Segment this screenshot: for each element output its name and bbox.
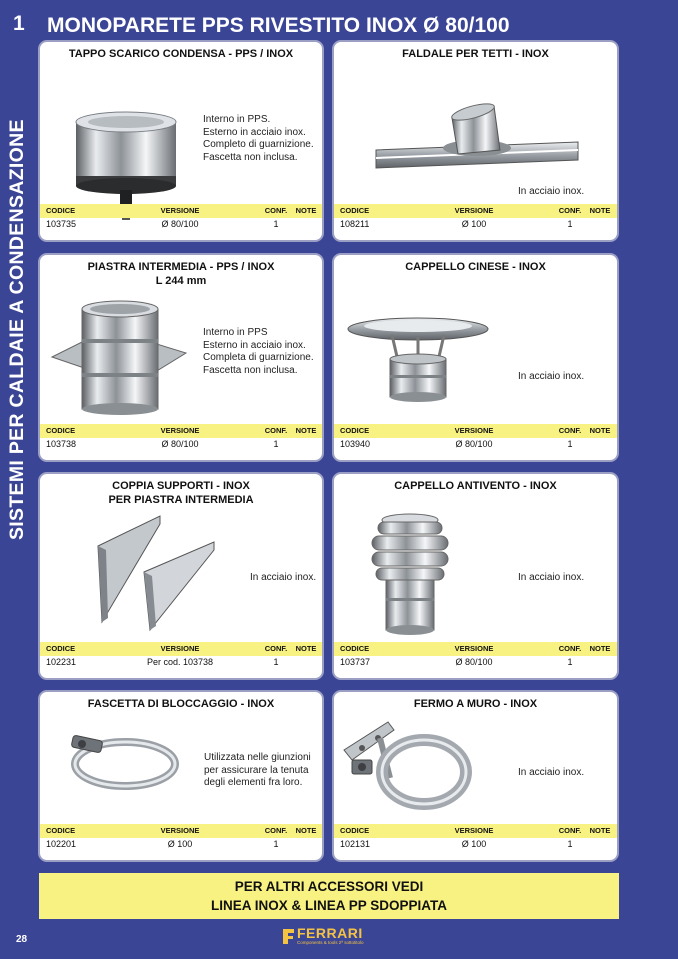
conf-value: 1 — [567, 839, 573, 849]
product-description: Interno in PPS Esterno in acciaio inox. Completa di guarnizione. Fascetta non inclusa. — [203, 327, 314, 376]
codice-header: CODICE — [340, 206, 370, 215]
versione-header: VERSIONE — [454, 826, 494, 835]
banner-line-2: LINEA INOX & LINEA PP SDOPPIATA — [210, 898, 448, 913]
locking-clamp-icon — [70, 730, 180, 796]
table-header-row — [40, 824, 322, 838]
table-header-row — [40, 424, 322, 438]
versione-value: Ø 100 — [167, 839, 193, 849]
product-description: In acciaio inox. — [518, 767, 585, 778]
note-header: NOTE — [295, 426, 317, 435]
conf-header: CONF. — [264, 644, 288, 653]
product-card — [332, 690, 619, 862]
table-row — [334, 656, 617, 669]
banner-line-1: PER ALTRI ACCESSORI VEDI — [234, 879, 424, 894]
logo-mark-icon — [281, 927, 296, 945]
note-header: NOTE — [589, 426, 611, 435]
ferrari-logo — [281, 925, 375, 947]
codice-value: 103940 — [340, 439, 371, 449]
versione-value: Ø 80/100 — [455, 657, 493, 667]
conf-value: 1 — [567, 657, 573, 667]
product-title: TAPPO SCARICO CONDENSA - PPS / INOX — [68, 48, 294, 60]
product-description: Utilizzata nelle giunzioni per assicurare la tenuta degli elementi fra loro. — [204, 752, 311, 788]
table-row — [40, 438, 322, 451]
chinese-hat-icon — [346, 311, 491, 407]
product-table — [40, 204, 322, 240]
product-description: In acciaio inox. — [250, 572, 317, 583]
table-row — [40, 656, 322, 669]
intermediate-plate-icon — [48, 299, 193, 417]
product-title: FASCETTA DI BLOCCAGGIO - INOX — [87, 698, 275, 710]
roof-flashing-icon — [372, 102, 582, 182]
conf-value: 1 — [567, 219, 573, 229]
codice-header: CODICE — [46, 426, 76, 435]
product-title: PIASTRA INTERMEDIA - PPS / INOX L 244 mm — [87, 261, 275, 287]
codice-header: CODICE — [340, 826, 370, 835]
product-table — [40, 824, 322, 860]
conf-value: 1 — [567, 439, 573, 449]
product-title: CAPPELLO CINESE - INOX — [405, 261, 546, 273]
product-title: COPPIA SUPPORTI - INOX PER PIASTRA INTERMEDIA — [108, 480, 254, 506]
conf-value: 1 — [273, 219, 279, 229]
versione-header: VERSIONE — [454, 644, 494, 653]
versione-value: Ø 80/100 — [161, 439, 199, 449]
conf-header: CONF. — [558, 644, 582, 653]
versione-header: VERSIONE — [160, 644, 200, 653]
product-card — [38, 40, 324, 242]
note-header: NOTE — [589, 826, 611, 835]
codice-header: CODICE — [46, 644, 76, 653]
accessories-banner — [39, 873, 619, 919]
versione-value: Ø 80/100 — [161, 219, 199, 229]
versione-header: VERSIONE — [160, 826, 200, 835]
versione-header: VERSIONE — [160, 206, 200, 215]
codice-value: 108211 — [340, 219, 370, 229]
product-card — [332, 472, 619, 680]
side-title: SISTEMI PER CALDAIE A CONDENSAZIONE — [6, 119, 28, 540]
conf-header: CONF. — [264, 426, 288, 435]
conf-header: CONF. — [264, 206, 288, 215]
note-header: NOTE — [589, 644, 611, 653]
logo-subtitle: Components & tools 2ª sottotitolo — [297, 940, 364, 945]
product-card — [38, 253, 324, 462]
table-header-row — [334, 824, 617, 838]
product-title: FALDALE PER TETTI - INOX — [402, 48, 549, 60]
table-row — [334, 218, 617, 231]
wall-bracket-icon — [340, 714, 475, 814]
product-title: CAPPELLO ANTIVENTO - INOX — [394, 480, 557, 492]
versione-header: VERSIONE — [454, 426, 494, 435]
table-header-row — [40, 642, 322, 656]
table-row — [40, 218, 322, 231]
table-header-row — [334, 204, 617, 218]
product-title: FERMO A MURO - INOX — [413, 698, 538, 710]
codice-value: 103735 — [46, 219, 77, 229]
codice-header: CODICE — [340, 644, 370, 653]
product-description: In acciaio inox. — [518, 371, 585, 382]
versione-value: Ø 100 — [461, 219, 487, 229]
note-header: NOTE — [295, 826, 317, 835]
note-header: NOTE — [295, 644, 317, 653]
product-card — [38, 472, 324, 680]
table-header-row — [334, 642, 617, 656]
codice-value: 103737 — [340, 657, 371, 667]
windproof-cap-icon — [370, 512, 450, 636]
table-row — [334, 438, 617, 451]
product-table — [40, 642, 322, 678]
note-header: NOTE — [295, 206, 317, 215]
product-card — [38, 690, 324, 862]
table-header-row — [40, 204, 322, 218]
product-description: Interno in PPS. Esterno in acciaio inox. Completo di guarnizione. Fascetta non inclusa. — [203, 114, 314, 163]
support-brackets-icon — [94, 514, 222, 634]
conf-value: 1 — [273, 439, 279, 449]
product-description: In acciaio inox. — [518, 186, 585, 197]
page-number: 28 — [16, 934, 28, 945]
product-table — [40, 424, 322, 460]
product-table — [334, 824, 617, 860]
product-table — [334, 424, 617, 460]
product-table — [334, 642, 617, 678]
conf-header: CONF. — [264, 826, 288, 835]
table-row — [334, 838, 617, 851]
conf-value: 1 — [273, 657, 279, 667]
page-title: MONOPARETE PPS RIVESTITO INOX Ø 80/100 — [47, 14, 510, 37]
conf-header: CONF. — [558, 826, 582, 835]
conf-header: CONF. — [558, 206, 582, 215]
logo-text: FERRARI — [297, 925, 363, 941]
codice-value: 102231 — [46, 657, 77, 667]
conf-header: CONF. — [558, 426, 582, 435]
table-row — [40, 838, 322, 851]
product-card — [332, 40, 619, 242]
codice-value: 102201 — [46, 839, 77, 849]
codice-header: CODICE — [46, 826, 76, 835]
note-header: NOTE — [589, 206, 611, 215]
product-card — [332, 253, 619, 462]
versione-value: Ø 100 — [461, 839, 487, 849]
codice-value: 103738 — [46, 439, 77, 449]
codice-value: 102131 — [340, 839, 371, 849]
codice-header: CODICE — [340, 426, 370, 435]
table-header-row — [334, 424, 617, 438]
product-table — [334, 204, 617, 240]
versione-header: VERSIONE — [454, 206, 494, 215]
product-description: In acciaio inox. — [518, 572, 585, 583]
versione-value: Ø 80/100 — [455, 439, 493, 449]
codice-header: CODICE — [46, 206, 76, 215]
versione-header: VERSIONE — [160, 426, 200, 435]
versione-value: Per cod. 103738 — [146, 657, 214, 667]
conf-value: 1 — [273, 839, 279, 849]
chapter-number: 1 — [13, 12, 25, 35]
